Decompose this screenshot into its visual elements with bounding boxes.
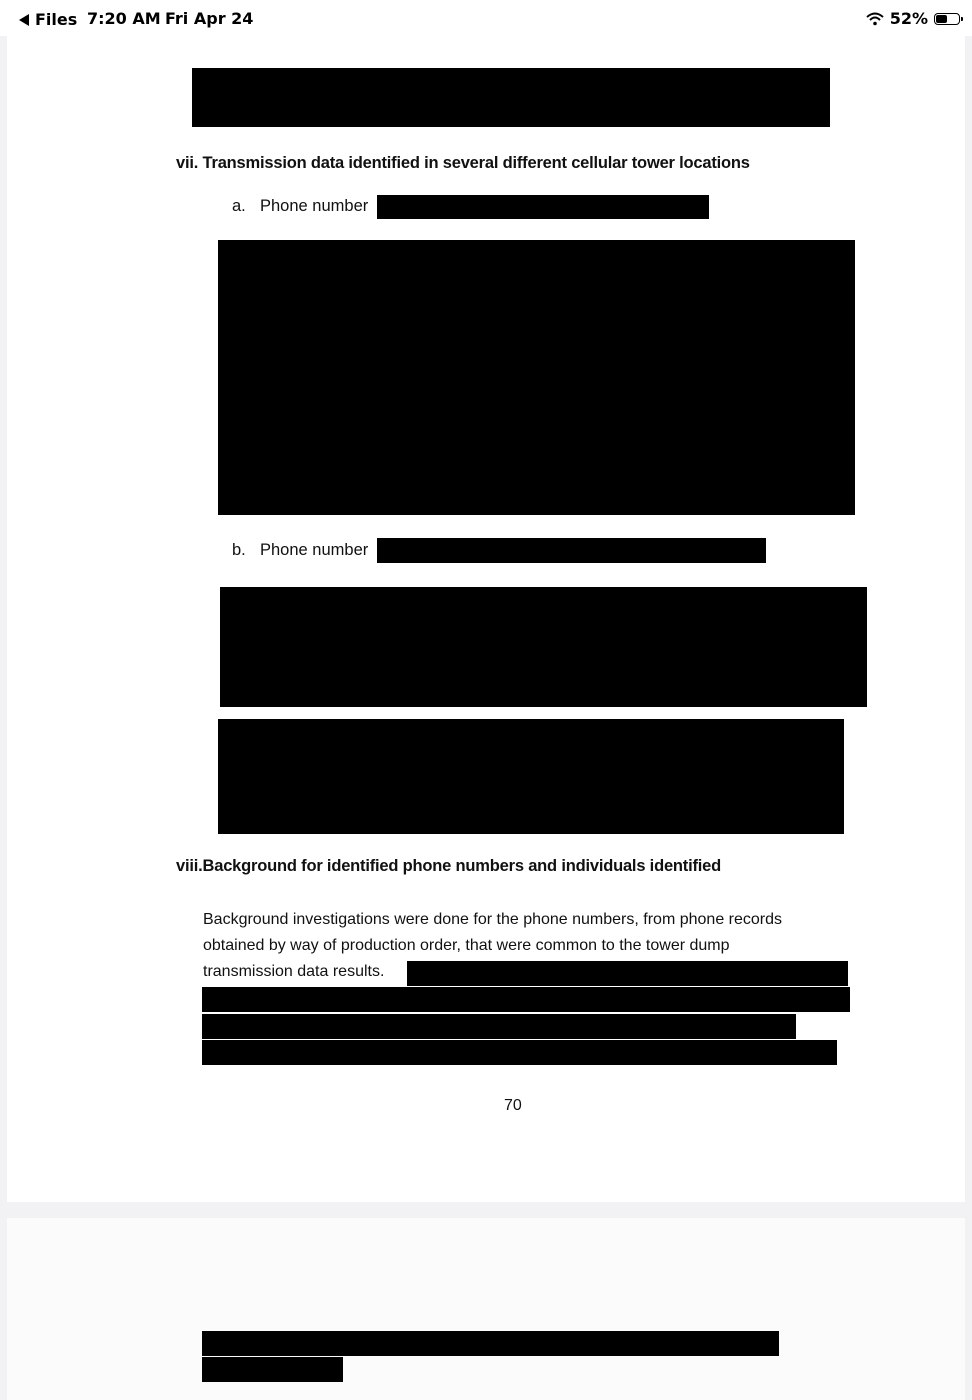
section-vii-heading: vii. Transmission data identified in several different cellular tower locations — [176, 154, 750, 172]
redaction-line — [202, 987, 850, 1012]
redaction-phone-a — [377, 195, 709, 219]
item-a-text: Phone number — [260, 197, 369, 215]
document-page-70 — [7, 36, 965, 1202]
redaction-phone-b — [377, 538, 766, 563]
status-date: Fri Apr 24 — [165, 9, 254, 28]
wifi-icon — [866, 12, 884, 26]
redaction-line — [202, 1357, 343, 1382]
paragraph-line-3: transmission data results. — [203, 963, 385, 980]
document-page-71 — [7, 1218, 965, 1400]
paragraph-line-1: Background investigations were done for the phone numbers, from phone records — [203, 911, 783, 928]
back-label: Files — [35, 10, 78, 29]
redaction-line — [202, 1331, 779, 1356]
battery-icon — [934, 13, 960, 25]
status-bar — [0, 0, 972, 36]
redaction-block — [218, 240, 855, 515]
item-b-text: Phone number — [260, 541, 369, 559]
status-right — [866, 9, 960, 28]
item-b-marker: b. — [232, 541, 246, 559]
redaction-block — [220, 587, 867, 707]
section-viii-heading: viii.Background for identified phone numbers and individuals identified — [176, 857, 722, 875]
redaction-line — [202, 1040, 837, 1065]
item-a-marker: a. — [232, 197, 246, 215]
paragraph-line-2: obtained by way of production order, that were common to the tower dump — [203, 937, 730, 954]
redaction-line — [407, 961, 848, 986]
page-number: 70 — [504, 1097, 522, 1114]
redaction-block — [192, 68, 830, 127]
status-time: 7:20 AM — [87, 9, 161, 28]
back-to-files-button[interactable] — [19, 10, 77, 29]
back-arrow-icon — [19, 14, 29, 26]
redaction-block — [218, 719, 844, 834]
redaction-line — [202, 1014, 796, 1039]
battery-percent: 52% — [889, 9, 928, 28]
